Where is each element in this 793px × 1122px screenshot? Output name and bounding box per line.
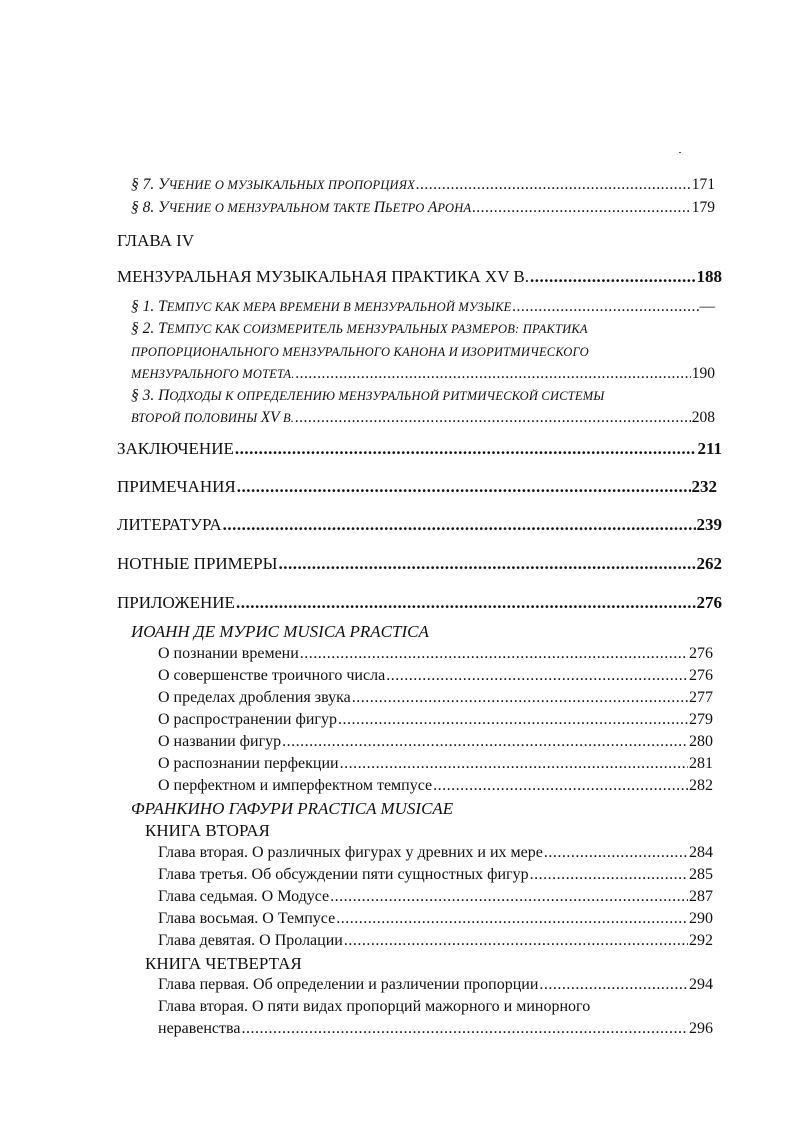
entry-title: ЗАКЛЮЧЕНИЕ (117, 439, 234, 458)
toc-entry: неравенства ..... 296 (158, 1021, 713, 1037)
toc-entry: Глава седьмая. О Модусе ..... 287 (158, 889, 713, 905)
toc-entry: Глава вторая. О различных фигурах у древних и их мере ..... 284 (158, 845, 713, 861)
page-number: 239 (696, 515, 722, 534)
toc-entry-s7 (131, 177, 715, 193)
toc-entry-literature (117, 516, 722, 533)
toc-entry-notes (117, 478, 717, 495)
entry-title: § 1. ТЕМПУС КАК МЕРА ВРЕМЕНИ В МЕНЗУРАЛЬНОЙ МУЗЫКЕ (131, 298, 512, 315)
toc-entry-c2-line2: ПРОПОРЦИОНАЛЬНОГО МЕНЗУРАЛЬНОГО КАНОНА И ИЗОРИТМИЧЕСКОГО (131, 345, 589, 359)
dot-leader (512, 299, 698, 315)
toc-entry-c3-line1: § 3. ПОДХОДЫ К ОПРЕДЕЛЕНИЮ МЕНЗУРАЛЬНОЙ РИТМИЧЕСКОЙ СИСТЕМЫ (131, 387, 605, 404)
entry-title: § 7. УЧЕНИЕ О МУЗЫКАЛЬНЫХ ПРОПОРЦИЯХ (131, 176, 416, 193)
dot-leader (236, 594, 696, 611)
dot-leader (472, 200, 690, 216)
toc-entry: Глава восьмая. О Темпусе ..... 290 (158, 911, 713, 927)
appendix-part-heading: ИОАНН ДЕ МУРИС MUSICA PRACTICA (131, 622, 429, 641)
page-number: 232 (691, 477, 717, 496)
page-number: — (699, 298, 715, 315)
entry-title: НОТНЫЕ ПРИМЕРЫ (117, 554, 278, 573)
page-number: 190 (691, 365, 715, 382)
toc-entry-c1 (131, 299, 715, 315)
toc-entry-chapter4 (117, 268, 722, 285)
page-number: 211 (697, 439, 722, 458)
toc-entry: О перфектном и имперфектном темпусе ..... 282 (158, 778, 713, 794)
entry-title: МЕНЗУРАЛЬНАЯ МУЗЫКАЛЬНАЯ ПРАКТИКА XV В. (117, 267, 530, 286)
page-number: 188 (696, 267, 722, 286)
toc-entry-s8 (131, 200, 715, 216)
page-number: 208 (691, 409, 715, 426)
toc-entry: Глава третья. Об обсуждении пяти сущностных фигур ..... 285 (158, 867, 713, 883)
toc-entry-c2-line1: § 2. ТЕМПУС КАК СОИЗМЕРИТЕЛЬ МЕНЗУРАЛЬНЫХ РАЗМЕРОВ: ПРАКТИКА (131, 320, 588, 337)
toc-entry: Глава первая. Об определении и различении пропорции ..... 294 (158, 977, 713, 993)
dot-leader (278, 555, 695, 572)
toc-entry: О совершенстве троичного числа ..... 276 (158, 668, 713, 684)
toc-entry: О пределах дробления звука ..... 277 (158, 690, 713, 706)
entry-title: ПРИМЕЧАНИЯ (117, 477, 236, 496)
toc-entry: О познании времени ..... 276 (158, 646, 713, 662)
entry-title: ВТОРОЙ ПОЛОВИНЫ XV В. (131, 409, 295, 426)
book-heading: КНИГА ЧЕТВЕРТАЯ (145, 954, 302, 973)
dot-leader (530, 268, 695, 285)
toc-entry: Глава девятая. О Пролации ..... 292 (158, 933, 713, 949)
entry-title: ПРИЛОЖЕНИЕ (117, 593, 235, 612)
dot-leader (296, 366, 691, 382)
appendix-part-heading: ФРАНКИНО ГАФУРИ PRACTICA MUSICAE (131, 799, 454, 818)
toc-entry: О распознании перфекции ..... 281 (158, 756, 713, 772)
entry-title: ЛИТЕРАТУРА (117, 515, 222, 534)
book-heading: КНИГА ВТОРАЯ (145, 821, 270, 840)
toc-entry: О названии фигур ..... 280 (158, 734, 713, 750)
toc-entry-line1: Глава вторая. О пяти видах пропорций мажорного и минорного (158, 998, 591, 1015)
page-number: 276 (696, 593, 722, 612)
entry-title: МЕНЗУРАЛЬНОГО МОТЕТА. (131, 367, 295, 381)
dot-leader (237, 478, 691, 495)
dot-leader (235, 440, 697, 457)
toc-entry: О распространении фигур ..... 279 (158, 712, 713, 728)
chapter-heading: ГЛАВА IV (117, 231, 195, 250)
toc-entry-conclusion (117, 440, 722, 457)
toc-entry-c3-line2 (131, 410, 715, 426)
page-number: 179 (691, 199, 715, 216)
dot-leader (416, 177, 691, 193)
toc-entry-appendix (117, 594, 722, 611)
entry-title: § 8. УЧЕНИЕ О МЕНЗУРАЛЬНОМ ТАКТЕ ПЬЕТРО АРОНА (131, 199, 472, 216)
scan-speck (679, 152, 681, 153)
page-number: 262 (696, 554, 722, 573)
toc-entry-examples (117, 555, 722, 572)
page-number: 171 (691, 176, 715, 193)
dot-leader (223, 516, 696, 533)
dot-leader (295, 410, 691, 426)
toc-entry-c2-line3 (131, 366, 715, 382)
